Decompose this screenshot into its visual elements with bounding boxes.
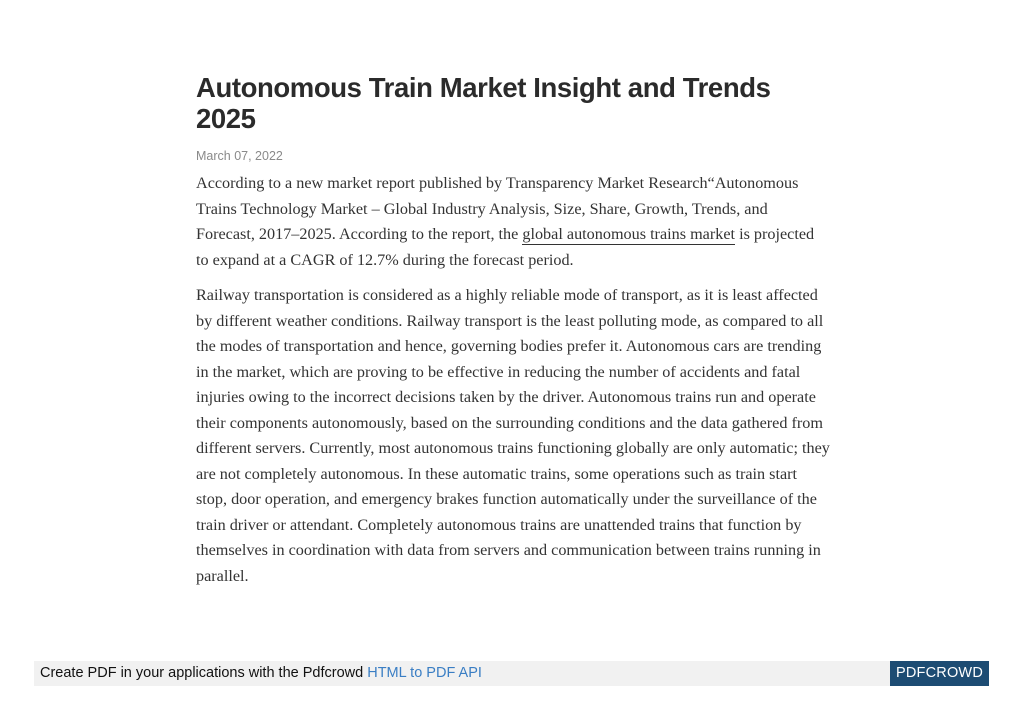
article-paragraph-1 xyxy=(196,171,816,273)
article-title: Autonomous Train Market Insight and Trends 2025 xyxy=(196,72,771,134)
paragraph-text: is projected to expand at a CAGR of 12.7% during the forecast period. xyxy=(196,225,815,269)
footer-text xyxy=(40,661,482,686)
html-to-pdf-api-link[interactable]: HTML to PDF API xyxy=(367,665,482,681)
footer-caption: Create PDF in your applications with the Pdfcrowd xyxy=(40,665,368,681)
article-date: March 07, 2022 xyxy=(196,149,283,163)
article xyxy=(196,72,836,589)
article-paragraph-2: Railway transportation is considered as a highly reliable mode of transport, as it is least affected by different weather conditions. Railway transport is the least polluting mode, as compared to all the modes of transportation and hence, governing bodies prefer it. Autonomous cars are trending in the market, which are proving to be effective in reducing the number of accidents and fatal injuries owing to the incorrect decisions taken by the driver. Autonomous trains run and operate their components autonomously, based on the surrounding conditions and the data gathered from different servers. Currently, most autonomous trains functioning globally are only automatic; they are not completely autonomous. In these automatic trains, some operations such as train start stop, door operation, and emergency brakes function automatically under the surveillance of the train driver or attendant. Completely autonomous trains are unattended trains that function by themselves in coordination with data from servers and communication between trains running in parallel. xyxy=(196,286,830,585)
pdfcrowd-footer xyxy=(34,661,989,686)
pdfcrowd-brand-button[interactable]: PDFCROWD xyxy=(890,661,989,686)
paragraph-text: According to a new market report published by Transparency Market Research“Autonomous Trains Technology Market – Global Industry Analysis, Size, Share, Growth, Trends, and Forecast, 2017–2025. According to the report, the xyxy=(196,174,799,243)
global-autonomous-trains-market-link[interactable]: global autonomous trains market xyxy=(522,225,736,243)
